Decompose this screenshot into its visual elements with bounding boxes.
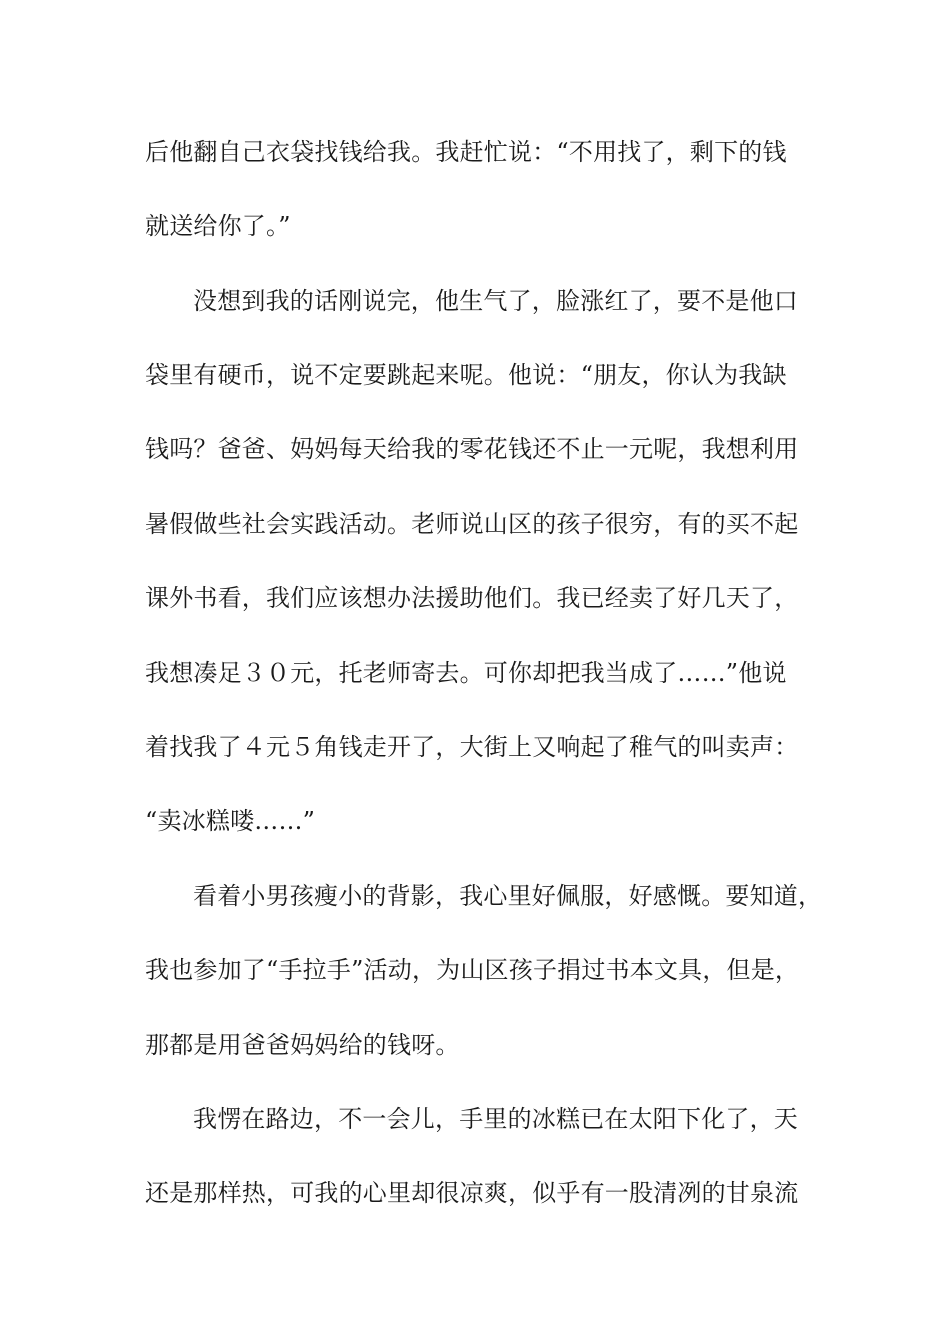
text-line: 后他翻自己衣袋找钱给我。我赶忙说：“不用找了，剩下的钱 (145, 138, 787, 166)
paragraph-start-line: 没想到我的话刚说完，他生气了，脸涨红了，要不是他口 (193, 287, 798, 315)
paragraph-start-line: 看着小男孩瘦小的背影，我心里好佩服，好感慨。要知道， (193, 882, 823, 910)
text-line: 袋里有硬币，说不定要跳起来呢。他说：“朋友，你认为我缺 (145, 361, 787, 389)
text-line: 就送给你了。” (145, 212, 291, 240)
text-line: 课外书看，我们应该想办法援助他们。我已经卖了好几天了， (145, 584, 799, 612)
text-line: 我想凑足３０元，托老师寄去。可你却把我当成了……”他说 (145, 659, 787, 687)
text-line: 着找我了４元５角钱走开了，大街上又响起了稚气的叫卖声： (145, 733, 799, 761)
text-line: 暑假做些社会实践活动。老师说山区的孩子很穷，有的买不起 (145, 510, 799, 538)
text-line: 钱吗？爸爸、妈妈每天给我的零花钱还不止一元呢，我想利用 (145, 435, 799, 463)
text-line: 我也参加了“手拉手”活动，为山区孩子捐过书本文具，但是， (145, 956, 800, 984)
paragraph-start-line: 我愣在路边，不一会儿，手里的冰糕已在太阳下化了，天 (193, 1105, 798, 1133)
text-line: “卖冰糕喽……” (145, 807, 316, 835)
text-line: 那都是用爸爸妈妈给的钱呀。 (145, 1031, 460, 1059)
text-line: 还是那样热，可我的心里却很凉爽，似乎有一股清冽的甘泉流 (145, 1179, 799, 1207)
